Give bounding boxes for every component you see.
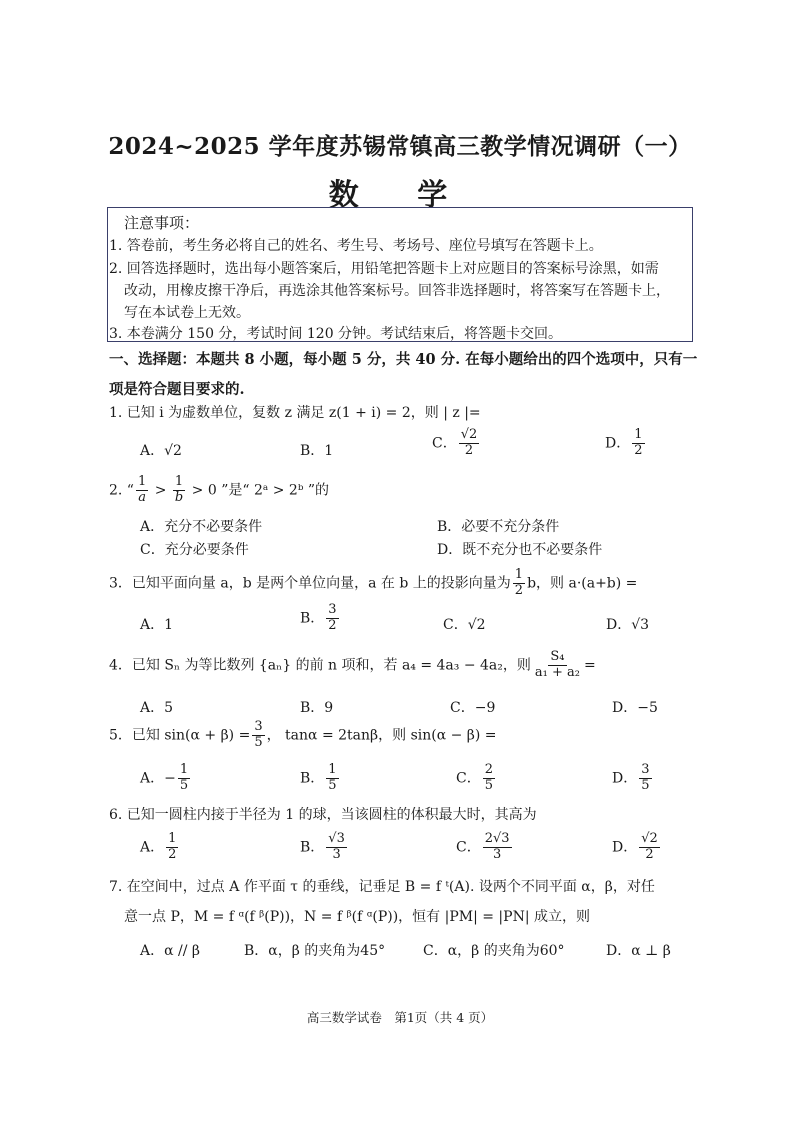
q1-option-d-label: D． <box>605 435 631 452</box>
q5-option-c-fraction <box>483 763 495 794</box>
q5-option-d-num: 3 <box>641 762 650 777</box>
q2-option-a: A．充分不必要条件 <box>140 519 263 535</box>
q6-option-c <box>456 832 514 863</box>
q5-frac-num: 3 <box>254 719 263 734</box>
q5-option-a <box>140 763 192 794</box>
q5-option-d-den: 5 <box>641 777 650 793</box>
q3-frac-den: 2 <box>514 582 524 598</box>
q5-option-c <box>456 763 497 794</box>
subject-title: 数 学 <box>328 178 472 213</box>
q3-stem <box>109 568 637 599</box>
q6-option-c-den: 3 <box>492 846 502 862</box>
page-footer: 高三数学试卷 第1页（共 4 页） <box>306 1010 494 1025</box>
q1-option-d-fraction <box>632 428 644 459</box>
q3-stem-pre: 3．已知平面向量 a，b 是两个单位向量，a 在 b 上的投影向量为 <box>109 575 511 592</box>
q2-option-d: D．既不充分也不必要条件 <box>437 542 603 558</box>
q4-stem-text: 4．已知 Sₙ 为等比数列 {aₙ} 的前 n 项和，若 a₄ = 4a₃ − 4a₂，则 <box>109 657 531 674</box>
q1-option-d-num: 1 <box>634 427 643 442</box>
q6-option-d-num: √2 <box>641 831 658 846</box>
q3-stem-post: b，则 a·(a+b) = <box>527 575 638 592</box>
q2-option-c: C．充分必要条件 <box>140 542 249 558</box>
q4-option-c: C．−9 <box>450 700 496 716</box>
q5-option-d <box>612 763 654 794</box>
q5-option-b-num: 1 <box>328 762 337 777</box>
q5-option-d-label: D． <box>612 770 638 787</box>
q1-option-c-label: C． <box>432 435 457 452</box>
q5-option-c-den: 5 <box>484 777 493 793</box>
q4-stem <box>109 650 596 681</box>
q6-option-d-fraction <box>639 832 660 863</box>
notice-item-1: 1. 答卷前，考生务必将自己的姓名、考生号、考场号、座位号填写在答题卡上。 <box>109 238 603 254</box>
q4-frac-den: a₁ + a₂ <box>534 664 580 680</box>
q2-option-b: B．必要不充分条件 <box>437 519 560 535</box>
q1-stem: 1. 已知 i 为虚数单位，复数 z 满足 z(1 + i) = 2，则 | z |= <box>109 405 481 421</box>
q2-stem-post: ”是“ 2ᵃ > 2ᵇ ”的 <box>221 482 330 499</box>
q6-option-d <box>612 832 662 863</box>
q2-frac-1a: $\frac{1}{a}$ <box>137 474 147 505</box>
q6-option-d-label: D． <box>612 839 638 856</box>
q3-option-b-num: 3 <box>328 602 337 617</box>
q4-stem-tail: = <box>584 657 596 674</box>
q5-stem-pre: 5．已知 sin(α + β) = <box>109 727 251 744</box>
q5-stem-fraction <box>252 720 264 751</box>
q5-option-b-den: 5 <box>328 777 337 793</box>
q6-option-c-label: C． <box>456 839 481 856</box>
q6-option-a-den: 2 <box>168 846 177 862</box>
q4-option-a: A．5 <box>140 700 174 716</box>
q5-option-a-den: 5 <box>179 777 189 793</box>
q1-option-c-fraction <box>459 428 480 459</box>
q6-stem: 6. 已知一圆柱内接于半径为 1 的球，当该圆柱的体积最大时，其高为 <box>109 807 537 823</box>
q5-option-c-label: C． <box>456 770 481 787</box>
q6-option-c-num: 2√3 <box>484 831 510 846</box>
q1-option-c <box>432 428 481 459</box>
q5-option-b-label: B． <box>300 770 325 787</box>
q3-frac-num: 1 <box>514 567 524 582</box>
q2-stem-pre: 2. “ <box>109 482 134 499</box>
q7-option-b: B．α，β 的夹角为45° <box>244 943 386 959</box>
notice-heading: 注意事项： <box>124 214 200 232</box>
q1-option-d <box>605 428 647 459</box>
q3-option-d: D．√3 <box>606 617 650 633</box>
notice-item-2a: 2. 回答选择题时，选出每小题答案后，用铅笔把答题卡上对应题目的答案标号涂黑，如需 <box>109 261 659 277</box>
q6-option-c-fraction <box>483 832 512 863</box>
q7-option-c: C．α，β 的夹角为60° <box>423 943 565 959</box>
q5-option-d-fraction <box>639 763 651 794</box>
q1-option-a: A．√2 <box>140 443 182 459</box>
q6-option-d-den: 2 <box>645 846 654 862</box>
notice-item-3: 3. 本卷满分 150 分，考试时间 120 分钟。考试结束后，将答题卡交回。 <box>109 326 563 342</box>
q4-stem-fraction <box>533 650 582 681</box>
q3-option-b <box>300 603 341 634</box>
q1-option-c-den: 2 <box>464 442 474 458</box>
q3-option-c: C．√2 <box>443 617 486 633</box>
q6-option-a-num: 1 <box>168 831 177 846</box>
q7-option-d: D．α ⊥ β <box>606 943 671 959</box>
q4-option-d: D．−5 <box>612 700 658 716</box>
q1-option-b: B．1 <box>300 443 334 459</box>
q6-option-a-label: A． <box>140 839 165 856</box>
q4-frac-num: S₄ <box>550 649 565 664</box>
q5-option-c-num: 2 <box>484 762 493 777</box>
q6-option-b <box>300 832 349 863</box>
q6-option-a <box>140 832 180 863</box>
q3-option-a: A．1 <box>140 617 174 633</box>
q6-option-b-fraction <box>326 832 347 863</box>
q6-option-b-den: 3 <box>332 846 341 862</box>
section-heading-line1: 一、选择题：本题共 8 小题，每小题 5 分，共 40 分. 在每小题给出的四个选项中，只有一 <box>109 351 698 368</box>
q7-stem-line1: 7. 在空间中，过点 A 作平面 τ 的垂线，记垂足 B = f ᵗ(A). 设两个不同平面 α，β，对任 <box>109 879 655 895</box>
q5-option-a-label: A．− <box>140 770 176 787</box>
q5-option-b <box>300 763 341 794</box>
q6-option-b-num: √3 <box>328 831 345 846</box>
q6-option-b-label: B． <box>300 839 325 856</box>
q5-frac-den: 5 <box>254 734 263 750</box>
exam-title: 2024~2025 学年度苏锡常镇高三教学情况调研（一） <box>108 133 692 160</box>
notice-item-2b: 改动，用橡皮擦干净后，再选涂其他答案标号。回答非选择题时，将答案写在答题卡上， <box>124 283 670 299</box>
q3-option-b-den: 2 <box>328 617 337 633</box>
q2-stem: 2. “ $\frac{1}{a}$ > $\frac{1}{b}$ > 0 ”是“ 2ᵃ > 2ᵇ ”的 <box>109 474 330 505</box>
q6-option-a-fraction <box>166 832 178 863</box>
q3-stem-fraction <box>513 568 525 599</box>
q1-option-c-num: √2 <box>460 427 478 442</box>
q4-option-b: B．9 <box>300 700 334 716</box>
q2-frac-1b: $\frac{1}{b}$ <box>174 474 184 505</box>
q5-option-a-num: 1 <box>179 762 189 777</box>
q7-stem-line2: 意一点 P，M = f ᵅ(f ᵝ(P))，N = f ᵝ(f ᵅ(P))，恒有 |PM| = |PN| 成立，则 <box>124 909 590 925</box>
q3-option-b-label: B． <box>300 610 325 627</box>
q5-stem <box>109 720 497 751</box>
q5-option-a-fraction <box>178 763 190 794</box>
q3-option-b-fraction <box>326 603 338 634</box>
q7-option-a: A．α // β <box>140 943 200 959</box>
q5-option-b-fraction <box>326 763 338 794</box>
notice-item-2c: 写在本试卷上无效。 <box>124 305 250 321</box>
section-heading-line2: 项是符合题目要求的. <box>109 381 245 398</box>
q5-stem-post: ， tanα = 2tanβ，则 sin(α − β) = <box>266 727 497 744</box>
q1-option-d-den: 2 <box>634 442 643 458</box>
